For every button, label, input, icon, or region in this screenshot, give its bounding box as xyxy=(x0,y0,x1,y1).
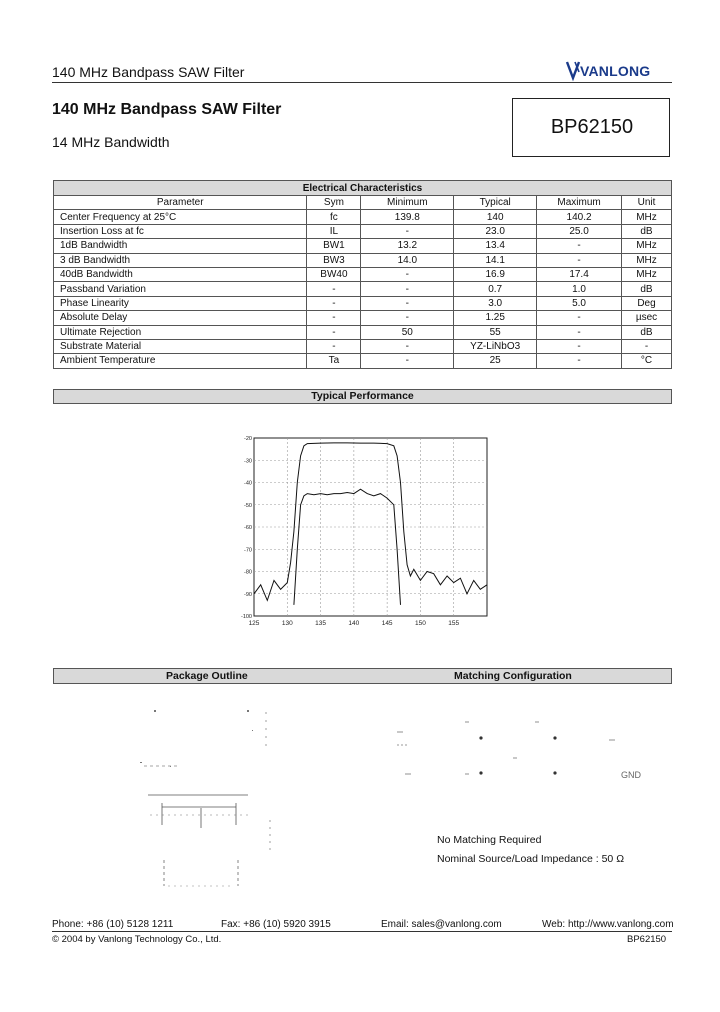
footer-fax: Fax: +86 (10) 5920 3915 xyxy=(221,919,331,930)
table-cell: - xyxy=(537,354,622,368)
header-divider xyxy=(52,82,672,83)
table-row xyxy=(54,282,672,296)
table-cell: Center Frequency at 25°C xyxy=(54,210,307,224)
gnd-label: GND xyxy=(621,770,641,780)
chart-y-tick-label: -20 xyxy=(244,436,252,442)
table-cell: BW40 xyxy=(307,267,361,281)
footer-copyright: © 2004 by Vanlong Technology Co., Ltd. xyxy=(52,934,222,945)
logo-text: VANLONG xyxy=(580,63,651,79)
table-cell: Absolute Delay xyxy=(54,311,307,325)
electrical-characteristics-table xyxy=(53,180,672,369)
chart-y-tick-label: -30 xyxy=(244,458,252,465)
chart-x-tick-label: 145 xyxy=(381,620,393,627)
table-row xyxy=(54,253,672,267)
chart-y-tick-label: -100 xyxy=(240,614,252,620)
table-cell: BW1 xyxy=(307,239,361,253)
chart-x-tick-label: 140 xyxy=(348,620,360,627)
table-cell: - xyxy=(361,224,454,238)
header-maximum: Maximum xyxy=(537,196,622,210)
table-row xyxy=(54,325,672,339)
matching-note: No Matching Required xyxy=(437,834,542,846)
part-number: BP62150 xyxy=(550,116,634,138)
table-cell: YZ-LiNbO3 xyxy=(454,339,537,353)
table-cell: Substrate Material xyxy=(54,339,307,353)
table-cell: - xyxy=(622,339,672,353)
table-cell: MHz xyxy=(622,267,672,281)
table-cell: 3.0 xyxy=(454,296,537,310)
footer-web[interactable]: Web: http://www.vanlong.com xyxy=(542,919,674,930)
table-cell: - xyxy=(307,282,361,296)
footer-email[interactable]: Email: sales@vanlong.com xyxy=(381,919,502,930)
table-cell: dB xyxy=(622,282,672,296)
table-cell: MHz xyxy=(622,239,672,253)
table-cell: 25.0 xyxy=(537,224,622,238)
table-cell: - xyxy=(361,267,454,281)
table-cell: - xyxy=(361,296,454,310)
table-cell: - xyxy=(361,282,454,296)
table-cell: dB xyxy=(622,224,672,238)
table-cell: 1.0 xyxy=(537,282,622,296)
matching-configuration-caption: Matching Configuration xyxy=(454,670,572,682)
table-cell: 140 xyxy=(454,210,537,224)
table-cell: fc xyxy=(307,210,361,224)
footer-part-number: BP62150 xyxy=(627,934,667,945)
table-header-row xyxy=(54,196,672,210)
product-title: 140 MHz Bandpass SAW Filter xyxy=(52,101,282,118)
table-cell: Passband Variation xyxy=(54,282,307,296)
table-caption: Electrical Characteristics xyxy=(54,181,672,196)
table-cell: 13.4 xyxy=(454,239,537,253)
table-cell: - xyxy=(537,325,622,339)
table-row xyxy=(54,296,672,310)
table-cell: 139.8 xyxy=(361,210,454,224)
chart-y-tick-label: -50 xyxy=(244,502,252,509)
table-cell: IL xyxy=(307,224,361,238)
table-row xyxy=(54,210,672,224)
chart-y-tick-label: -90 xyxy=(244,591,252,598)
table-cell: µsec xyxy=(622,311,672,325)
table-cell: - xyxy=(361,339,454,353)
header-typical: Typical xyxy=(454,196,537,210)
table-cell: 140.2 xyxy=(537,210,622,224)
table-cell: - xyxy=(307,311,361,325)
table-cell: 40dB Bandwidth xyxy=(54,267,307,281)
header-minimum: Minimum xyxy=(361,196,454,210)
frequency-response-chart xyxy=(232,430,490,634)
table-cell: - xyxy=(307,296,361,310)
table-cell: 5.0 xyxy=(537,296,622,310)
table-cell: 25 xyxy=(454,354,537,368)
chart-x-tick-label: 155 xyxy=(448,620,460,627)
chart-x-tick-label: 130 xyxy=(281,620,293,627)
table-cell: 55 xyxy=(454,325,537,339)
table-cell: - xyxy=(537,311,622,325)
table-cell: - xyxy=(537,253,622,267)
table-cell: MHz xyxy=(622,253,672,267)
table-cell: - xyxy=(307,325,361,339)
chart-y-tick-label: -80 xyxy=(244,569,252,576)
chart-x-tick-label: 125 xyxy=(248,620,260,627)
table-cell: 13.2 xyxy=(361,239,454,253)
chart-x-tick-label: 150 xyxy=(414,620,426,627)
table-cell: 14.0 xyxy=(361,253,454,267)
table-row xyxy=(54,339,672,353)
table-cell: 1.25 xyxy=(454,311,537,325)
package-section-caption xyxy=(53,668,672,684)
table-cell: 3 dB Bandwidth xyxy=(54,253,307,267)
chart-y-tick-label: -70 xyxy=(244,547,252,554)
table-cell: Deg xyxy=(622,296,672,310)
table-cell: Phase Linearity xyxy=(54,296,307,310)
table-cell: °C xyxy=(622,354,672,368)
matching-configuration-drawing xyxy=(395,718,655,788)
footer-phone: Phone: +86 (10) 5128 1211 xyxy=(52,919,174,930)
header-unit: Unit xyxy=(622,196,672,210)
product-subtitle: 14 MHz Bandwidth xyxy=(52,134,170,150)
table-row xyxy=(54,224,672,238)
footer-divider xyxy=(52,931,672,932)
table-cell: 50 xyxy=(361,325,454,339)
header-parameter: Parameter xyxy=(54,196,307,210)
impedance-note: Nominal Source/Load Impedance : 50 Ω xyxy=(437,853,625,865)
package-outline-drawing xyxy=(140,700,290,890)
table-cell: - xyxy=(361,311,454,325)
table-cell: - xyxy=(537,339,622,353)
chart-y-tick-label: -60 xyxy=(244,525,252,531)
table-cell: - xyxy=(361,354,454,368)
chart-y-tick-label: -40 xyxy=(244,480,252,487)
header-title: 140 MHz Bandpass SAW Filter xyxy=(52,64,245,80)
part-number-box xyxy=(512,98,670,157)
table-row xyxy=(54,311,672,325)
table-row xyxy=(54,267,672,281)
header-sym: Sym xyxy=(307,196,361,210)
table-cell: Ambient Temperature xyxy=(54,354,307,368)
table-cell: 23.0 xyxy=(454,224,537,238)
table-row xyxy=(54,239,672,253)
table-cell: 14.1 xyxy=(454,253,537,267)
package-outline-caption: Package Outline xyxy=(166,670,248,682)
table-cell: BW3 xyxy=(307,253,361,267)
table-cell: - xyxy=(537,239,622,253)
table-cell: 16.9 xyxy=(454,267,537,281)
table-cell: Ultimate Rejection xyxy=(54,325,307,339)
table-cell: dB xyxy=(622,325,672,339)
typical-performance-caption: Typical Performance xyxy=(53,389,672,404)
table-cell: 0.7 xyxy=(454,282,537,296)
chart-x-tick-label: 135 xyxy=(315,620,327,627)
table-row xyxy=(54,354,672,368)
table-cell: 17.4 xyxy=(537,267,622,281)
table-cell: 1dB Bandwidth xyxy=(54,239,307,253)
table-cell: Insertion Loss at fc xyxy=(54,224,307,238)
table-cell: - xyxy=(307,339,361,353)
table-cell: MHz xyxy=(622,210,672,224)
table-cell: Ta xyxy=(307,354,361,368)
